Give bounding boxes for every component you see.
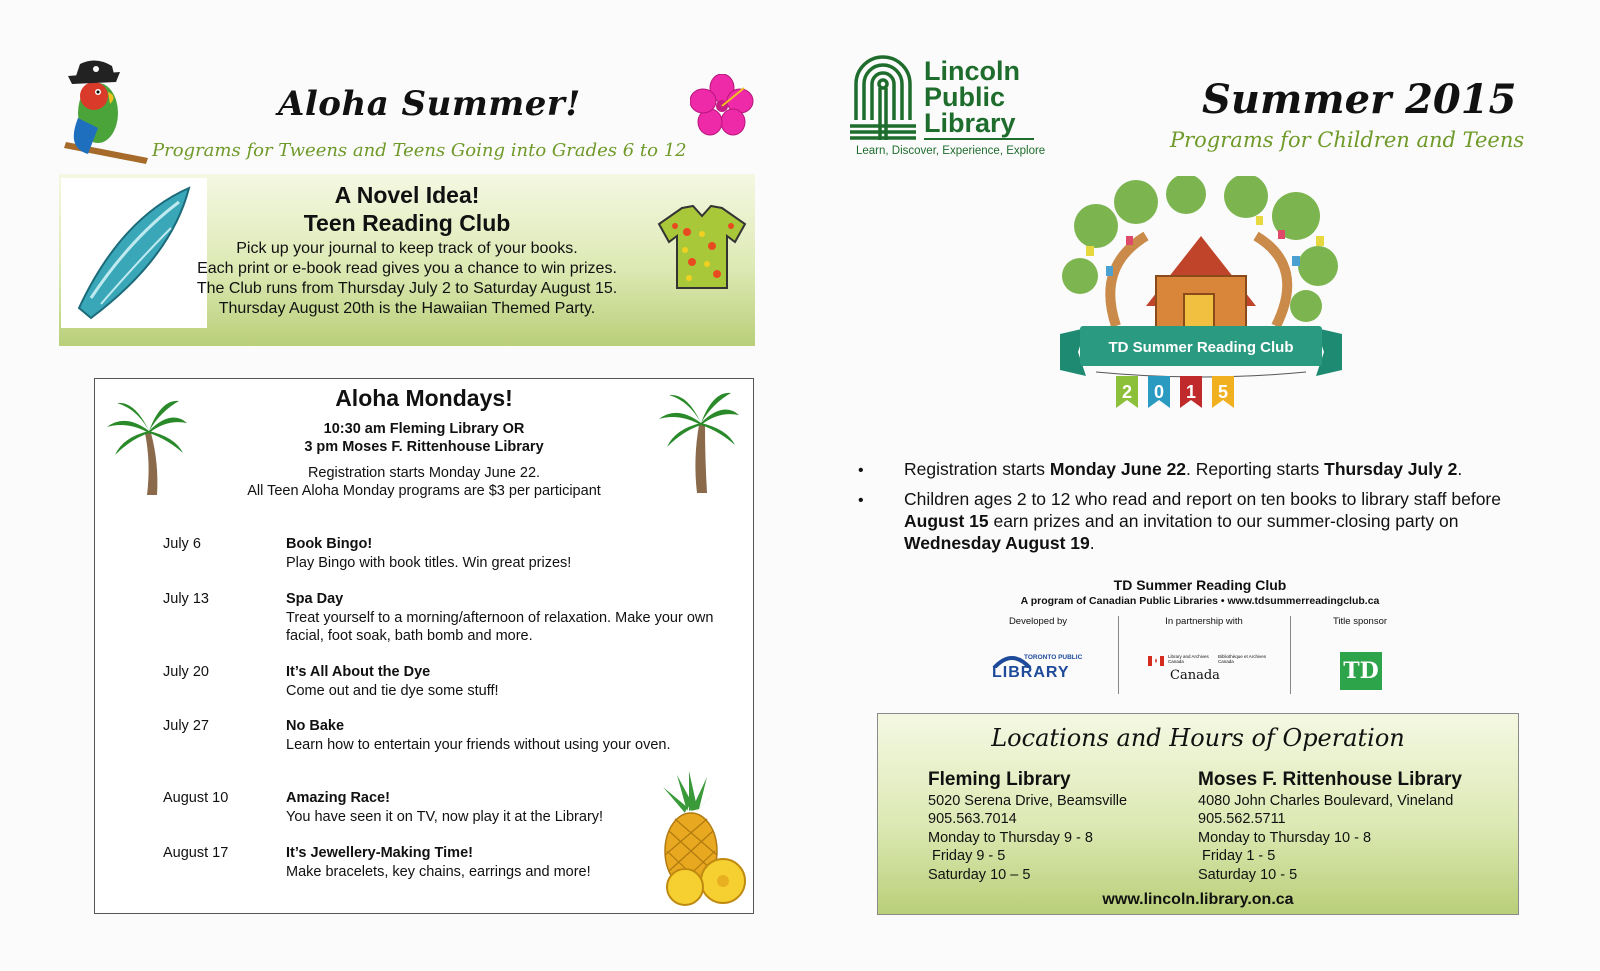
developed-by-label: Developed by	[1008, 616, 1068, 627]
library-website-link[interactable]: www.lincoln.library.on.ca	[1102, 891, 1294, 908]
teen-reading-club-heading: Teen Reading Club	[303, 210, 511, 236]
logo-tagline: Learn, Discover, Experience, Explore	[856, 145, 1046, 157]
event-name: It’s All About the Dye	[286, 664, 431, 680]
location-hours: Friday 9 - 5	[928, 848, 1006, 865]
lac-english: Library and Archives Canada	[1168, 654, 1209, 664]
aloha-mondays-panel	[94, 378, 754, 914]
logo-line: Lincoln	[924, 56, 1020, 86]
toronto-public-library-logo	[990, 654, 1090, 684]
aloha-mondays-heading: Aloha Mondays!	[335, 385, 513, 411]
location-address: 5020 Serena Drive, Beamsville	[928, 793, 1128, 809]
location-name: Moses F. Rittenhouse Library	[1198, 769, 1462, 790]
pineapple-icon	[651, 771, 751, 907]
location-hours: Monday to Thursday 9 - 8	[928, 829, 1093, 846]
logo-line: Public	[924, 82, 1006, 112]
partnership-label: In partnership with	[1165, 616, 1243, 627]
summer-title: Summer 2015	[1202, 76, 1517, 123]
event-description: Play Bingo with book titles. Win great prizes!	[286, 555, 572, 571]
event-date: July 20	[163, 664, 209, 680]
hawaiian-shirt-icon	[657, 202, 747, 292]
locations-panel	[877, 713, 1519, 915]
novel-line: Each print or e-book read gives you a chance to win prizes.	[197, 260, 617, 277]
location-hours: Saturday 10 – 5	[928, 866, 1031, 883]
event-description: Come out and tie dye some stuff!	[286, 683, 499, 699]
td-logo	[1340, 652, 1382, 690]
cost-note: All Teen Aloha Monday programs are $3 per participant	[247, 483, 601, 499]
moses-library-info	[1198, 768, 1462, 884]
td-logo-text: TD	[1343, 658, 1379, 684]
event-description: You have seen it on TV, now play it at the Library!	[286, 809, 604, 825]
location-phone: 905.563.7014	[928, 811, 1017, 828]
page-subtitle: Programs for Tweens and Teens Going into Grades 6 to 12	[152, 140, 687, 161]
lincoln-library-logo-icon	[848, 50, 918, 142]
event-date: July 6	[163, 536, 201, 552]
location-hours: Monday to Thursday 10 - 8	[1198, 829, 1372, 846]
title-sponsor-label: Title sponsor	[1332, 616, 1388, 627]
logo-line: Library	[924, 108, 1016, 138]
fleming-time: 10:30 am Fleming Library OR	[323, 421, 525, 437]
locations-heading: Locations and Hours of Operation	[991, 724, 1405, 752]
bullet-dot: •	[858, 462, 864, 479]
location-hours: Friday 1 - 5	[1198, 848, 1276, 865]
teen-reading-club-panel	[59, 174, 755, 346]
event-date: August 10	[163, 790, 229, 806]
event-description: Make bracelets, key chains, earrings and more!	[286, 864, 591, 880]
treehouse-illustration	[1056, 176, 1346, 426]
registration-bullet: Registration starts Monday June 22. Reporting starts Thursday July 2.	[904, 459, 1463, 479]
year-digit: 2	[1121, 382, 1133, 402]
reading-club-banner-text: TD Summer Reading Club	[1108, 339, 1294, 356]
canada-flag-icon	[1148, 656, 1164, 666]
divider	[1118, 616, 1119, 694]
event-description: Treat yourself to a morning/afternoon of relaxation. Make your own facial, foot soak, bath bomb and more.	[286, 610, 714, 644]
event-description: Learn how to entertain your friends without using your oven.	[286, 737, 671, 753]
event-name: No Bake	[286, 718, 345, 734]
event-name: Amazing Race!	[286, 790, 390, 806]
summer-subtitle: Programs for Children and Teens	[1170, 128, 1525, 152]
tpl-small-text: TORONTO PUBLIC	[1024, 654, 1083, 661]
location-phone: 905.562.5711	[1198, 811, 1286, 828]
event-date: July 27	[163, 718, 209, 734]
location-address: 4080 John Charles Boulevard, Vineland	[1198, 793, 1454, 809]
novel-line: Pick up your journal to keep track of your books.	[236, 240, 578, 257]
novel-idea-heading: A Novel Idea!	[334, 182, 480, 208]
tpl-big-text: LIBRARY	[992, 664, 1070, 681]
event-name: Book Bingo!	[286, 536, 373, 552]
event-date: August 17	[163, 845, 229, 861]
location-name: Fleming Library	[928, 769, 1071, 790]
lac-canada-logo	[1148, 654, 1278, 688]
page-title: Aloha Summer!	[278, 84, 581, 124]
divider	[1290, 616, 1291, 694]
fleming-library-info	[928, 768, 1127, 884]
logo-underline	[924, 138, 1034, 140]
year-digit: 0	[1153, 382, 1165, 402]
rittenhouse-time: 3 pm Moses F. Rittenhouse Library	[304, 439, 544, 455]
sponsor-subtitle: A program of Canadian Public Libraries • www.tdsummerreadingclub.ca	[1020, 595, 1380, 607]
library-logo-text	[924, 58, 1020, 136]
novel-line: Thursday August 20th is the Hawaiian Themed Party.	[218, 300, 596, 317]
year-digit: 1	[1185, 382, 1197, 402]
hibiscus-flower-icon	[690, 74, 754, 138]
children-bullet: Children ages 2 to 12 who read and report on ten books to library staff before August 15 earn prizes and an invitation to our summer-closing party on Wednesday August 19.	[904, 489, 1501, 553]
registration-note: Registration starts Monday June 22.	[307, 465, 541, 481]
location-hours: Saturday 10 - 5	[1198, 866, 1298, 883]
year-digit: 5	[1217, 382, 1229, 402]
parrot-pirate-icon	[58, 58, 154, 168]
bullet-dot: •	[858, 492, 864, 509]
sponsor-title: TD Summer Reading Club	[1113, 577, 1287, 593]
event-name: It’s Jewellery-Making Time!	[286, 845, 473, 861]
event-date: July 13	[163, 591, 209, 607]
novel-line: The Club runs from Thursday July 2 to Saturday August 15.	[196, 280, 618, 297]
event-name: Spa Day	[286, 591, 344, 607]
lac-french: Bibliothèque et Archives Canada	[1218, 654, 1267, 664]
canada-wordmark: Canada	[1170, 668, 1220, 683]
